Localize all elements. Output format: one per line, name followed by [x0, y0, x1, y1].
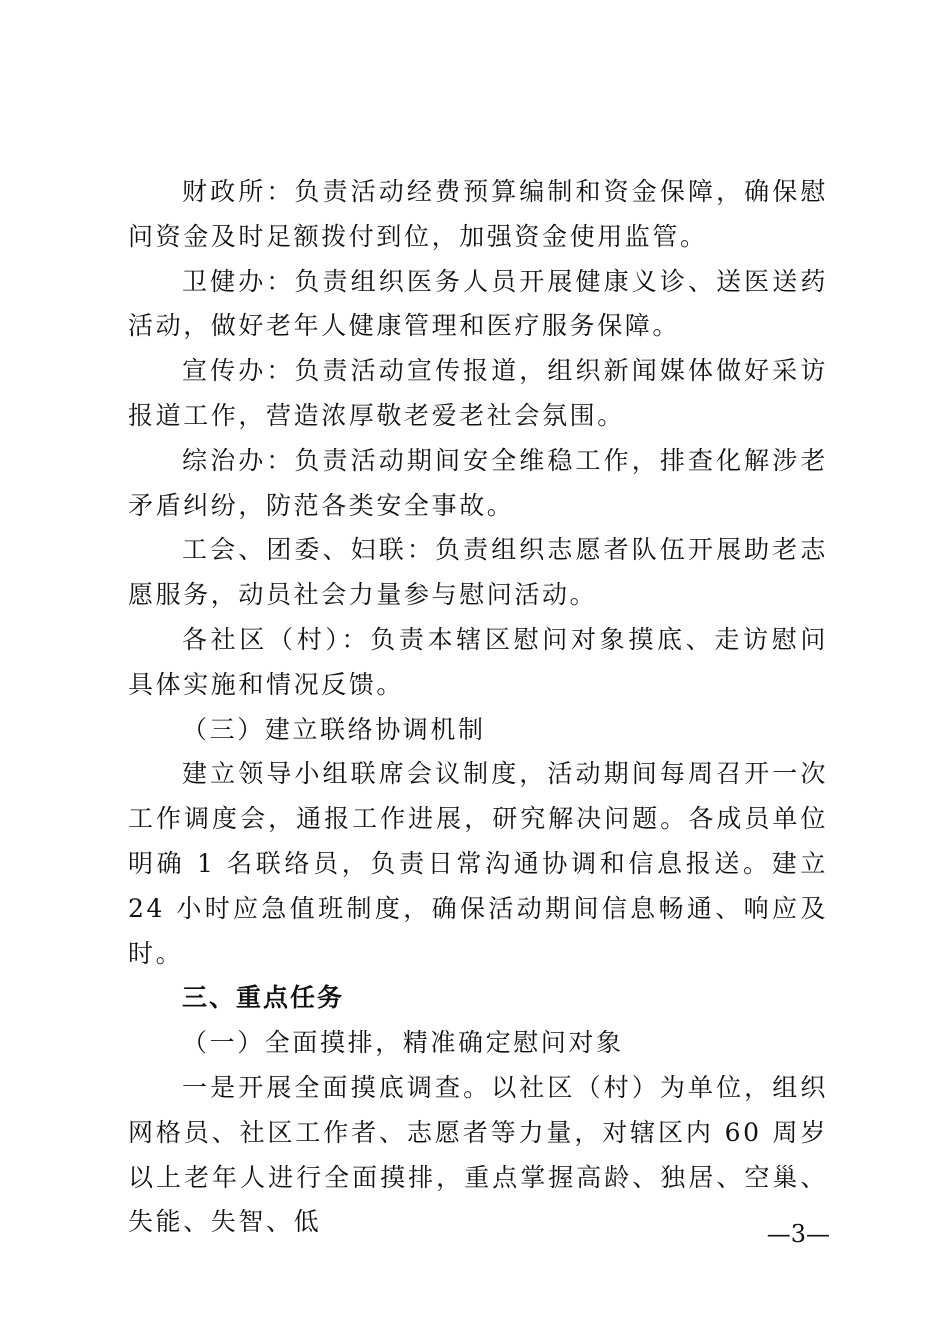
section-heading-key-tasks: 三、重点任务	[182, 983, 345, 1013]
paragraph-finance-office: 财政所：负责活动经费预算编制和资金保障，确保慰问资金及时足额拨付到位，加强资金使用监管。	[128, 177, 828, 251]
paragraph-coordination: 建立领导小组联席会议制度，活动期间每周召开一次工作调度会，通报工作进展，研究解决问题。各成员单位明确 1 名联络员，负责日常沟通协调和信息报送。建立 24 小时应急值班制度，确保活动期间信息畅通、响应及时。	[128, 759, 828, 968]
page-number: —3—	[766, 1220, 830, 1248]
body-text	[128, 170, 828, 1245]
paragraph-health-office: 卫健办：负责组织医务人员开展健康义诊、送医送药活动，做好老年人健康管理和医疗服务保障。	[128, 266, 828, 341]
paragraph-security-office: 综治办：负责活动期间安全维稳工作，排查化解涉老矛盾纠纷，防范各类安全事故。	[128, 445, 828, 520]
paragraph-communities: 各社区（村）：负责本辖区慰问对象摸底、走访慰问具体实施和情况反馈。	[128, 624, 828, 699]
paragraph-survey: 一是开展全面摸底调查。以社区（村）为单位，组织网格员、社区工作者、志愿者等力量，对辖区内 60 周岁以上老年人进行全面摸排，重点掌握高龄、独居、空巢、失能、失智、低	[128, 1072, 828, 1237]
paragraph-unions: 工会、团委、妇联：负责组织志愿者队伍开展助老志愿服务，动员社会力量参与慰问活动。	[128, 535, 828, 610]
paragraph-publicity-office: 宣传办：负责活动宣传报道，组织新闻媒体做好采访报道工作，营造浓厚敬老爱老社会氛围。	[128, 356, 828, 430]
subheading-coordination: （三）建立联络协调机制	[182, 714, 486, 744]
subheading-survey: （一）全面摸排，精准确定慰问对象	[182, 1028, 624, 1058]
